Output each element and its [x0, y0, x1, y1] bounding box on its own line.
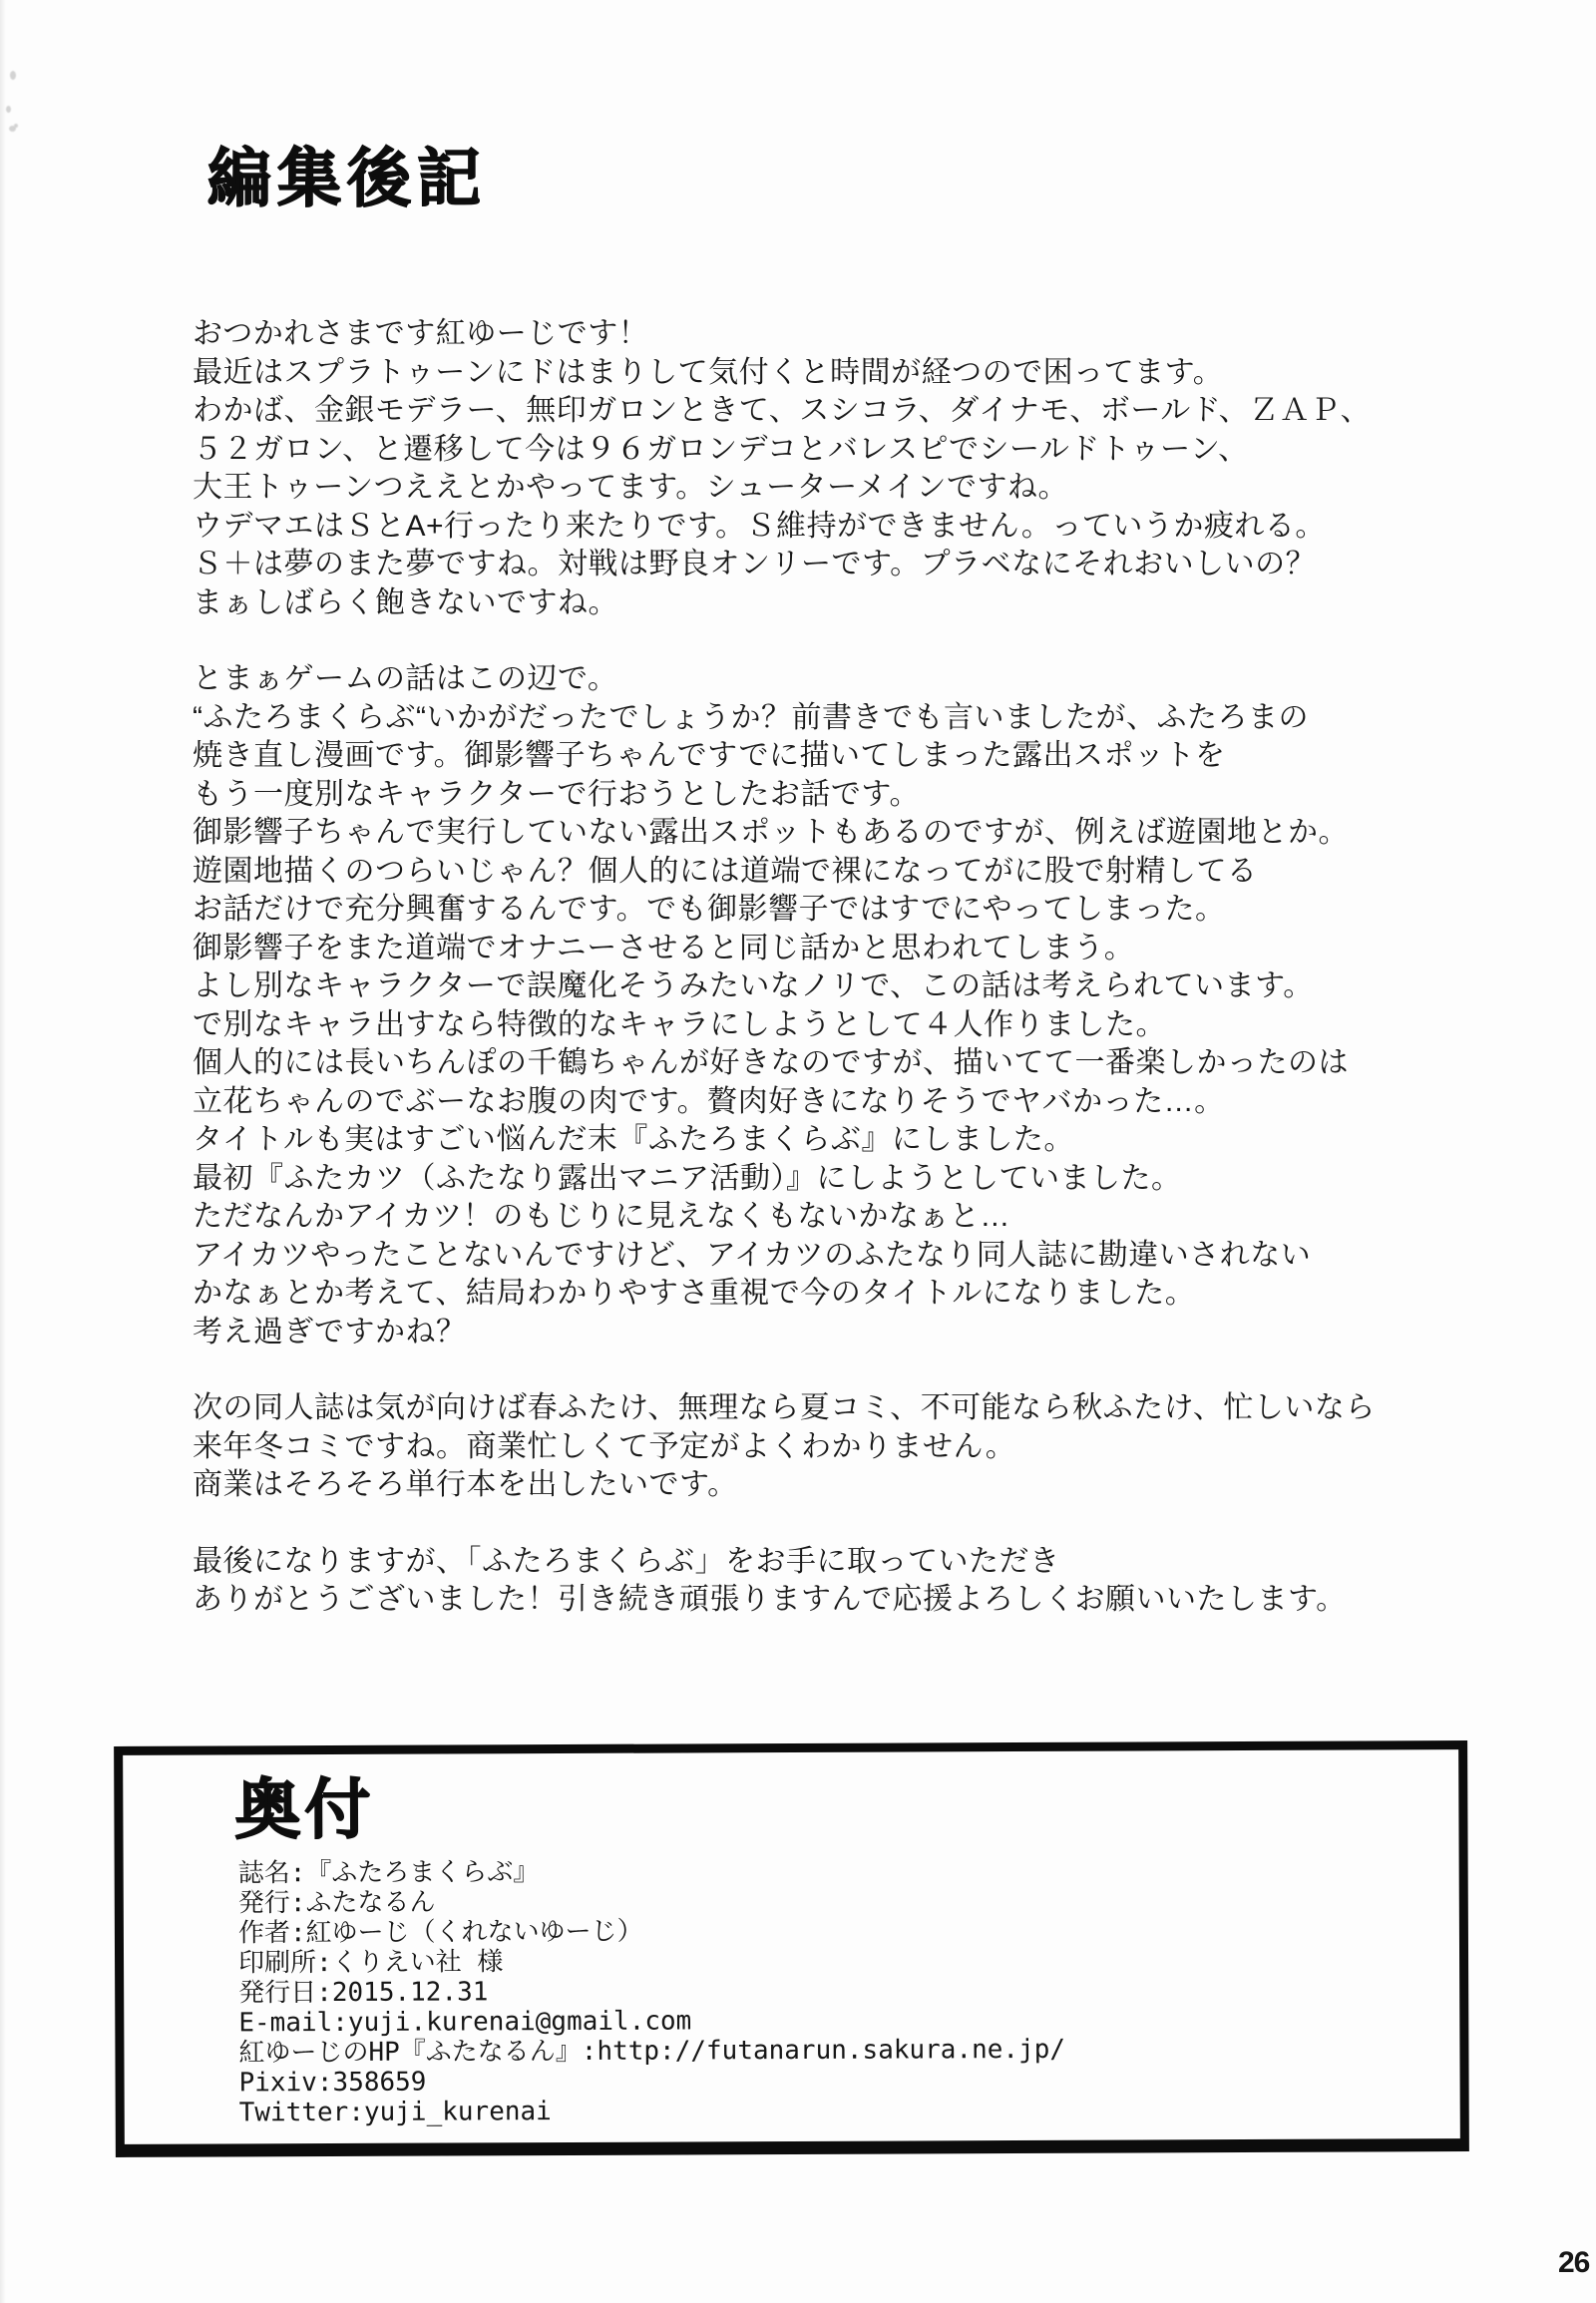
page-number: 26	[1558, 2246, 1590, 2279]
text-line: ウデマエはＳとA+行ったり来たりです。Ｓ維持ができません。っていうか疲れる。	[193, 509, 1326, 543]
colophon-author-line: 作者:紅ゆーじ（くれないゆーじ）	[237, 1916, 643, 1949]
colophon-heading: 奥付	[234, 1771, 375, 1847]
afterword-paragraph-3	[193, 1389, 1519, 1505]
colophon-lines	[238, 1855, 1066, 2128]
text-line: 次の同人誌は気が向けば春ふたけ、無理なら夏コミ、不可能なら秋ふたけ、忙しいなら	[193, 1391, 1376, 1424]
text-line: 焼き直し漫画です。御影響子ちゃんですでに描いてしまった露出スポットを	[193, 739, 1226, 772]
colophon-email-line: E-mail:yuji.kurenai@gmail.com	[238, 2006, 692, 2039]
text-line: 御影響子をまた道端でオナニーさせると同じ話かと思われてしまう。	[193, 931, 1135, 964]
text-line: よし別なキャラクターで誤魔化そうみたいなノリで、この話は考えられています。	[193, 969, 1314, 1002]
afterword-body	[193, 315, 1519, 1658]
text-line: ５２ガロン、と遷移して今は９６ガロンデコとバレスピでシールドトゥーン、	[193, 432, 1249, 466]
text-line: 最後になりますが、「ふたろまくらぶ」をお手に取っていただき	[193, 1544, 1060, 1578]
text-line: 最近はスプラトゥーンにドはまりして気付くと時間が経つので困ってます。	[193, 355, 1224, 389]
colophon-printer-line: 印刷所:くりえい社 様	[237, 1947, 504, 1979]
text-line: アイカツやったことないんですけど、アイカツのふたなり同人誌に勘違いされない	[193, 1238, 1312, 1272]
text-line: タイトルも実はすごい悩んだ末『ふたろまくらぶ』にしました。	[193, 1123, 1074, 1156]
text-line: 来年冬コミですね。商業忙しくて予定がよくわかりません。	[193, 1429, 1016, 1463]
text-line: 個人的には長いちんぽの千鶴ちゃんが好きなのですが、描いてて一番楽しかったのは	[193, 1046, 1349, 1079]
afterword-paragraph-4	[193, 1543, 1519, 1620]
text-line: 考え過ぎですかね？	[193, 1315, 467, 1348]
text-line: 御影響子ちゃんで実行していない露出スポットもあるのですが、例えば遊園地とか。	[193, 816, 1349, 849]
text-line: 商業はそろそろ単行本を出したいです。	[193, 1468, 738, 1501]
text-line: とまぁゲームの話はこの辺で。	[193, 662, 618, 695]
text-line: 大王トゥーンつええとかやってます。シューターメインですね。	[193, 471, 1069, 504]
text-line: まぁしばらく飽きないですね。	[193, 585, 618, 619]
text-line: で別なキャラ出すなら特徴的なキャラにしようとして４人作りました。	[193, 1007, 1166, 1041]
colophon-title-line: 誌名:『ふたろまくらぶ』	[237, 1857, 540, 1889]
text-line: もう一度別なキャラクターで行おうとしたお話です。	[193, 777, 920, 811]
afterword-paragraph-1	[193, 315, 1519, 622]
afterword-heading: 編集後記	[207, 143, 487, 214]
scan-speck	[6, 106, 11, 113]
scan-edge-shadow	[0, 0, 6, 2303]
text-line: “ふたろまくらぶ“いかがだったでしょうか？前書きでも言いましたが、ふたろまの	[193, 700, 1309, 734]
text-line: 立花ちゃんのでぶーなお腹の肉です。贅肉好きになりそうでヤバかった…。	[193, 1084, 1225, 1118]
afterword-paragraph-2	[193, 660, 1519, 1351]
colophon-pixiv-line: Pixiv:358659	[238, 2067, 427, 2099]
text-line: お話だけで充分興奮するんです。でも御影響子ではすでにやってしまった。	[193, 893, 1226, 926]
text-line: わかば、金銀モデラー、無印ガロンときて、スシコラ、ダイナモ、ボールド、ＺＡＰ、	[193, 394, 1372, 427]
text-line: かなぁとか考えて、結局わかりやすさ重視で今のタイトルになりました。	[193, 1277, 1196, 1310]
colophon-box	[114, 1740, 1469, 2157]
text-line: ただなんかアイカツ！のもじりに見えなくもないかなぁと…	[193, 1200, 1010, 1233]
colophon-twitter-line: Twitter:yuji_kurenai	[238, 2097, 552, 2128]
scan-speck	[10, 71, 16, 80]
text-line: ありがとうございました！引き続き頑張りますんで応援よろしくお願いいたします。	[193, 1583, 1347, 1616]
colophon-homepage-line: 紅ゆーじのHP『ふたなるん』:http://futanarun.sakura.ne.jp/	[238, 2034, 1066, 2069]
scan-speck	[14, 124, 18, 128]
text-line: Ｓ＋は夢のまた夢ですね。対戦は野良オンリーです。プラベなにそれおいしいの？	[193, 548, 1317, 580]
text-line: おつかれさまです紅ゆーじです！	[193, 317, 649, 350]
text-line: 遊園地描くのつらいじゃん？個人的には道端で裸になってがに股で射精してる	[193, 854, 1258, 888]
colophon-publisher-line: 発行:ふたなるん	[237, 1887, 436, 1919]
colophon-date-line: 発行日:2015.12.31	[238, 1977, 489, 2009]
text-line: 最初『ふたカツ（ふたなり露出マニア活動）』にしようとしていました。	[193, 1161, 1182, 1195]
